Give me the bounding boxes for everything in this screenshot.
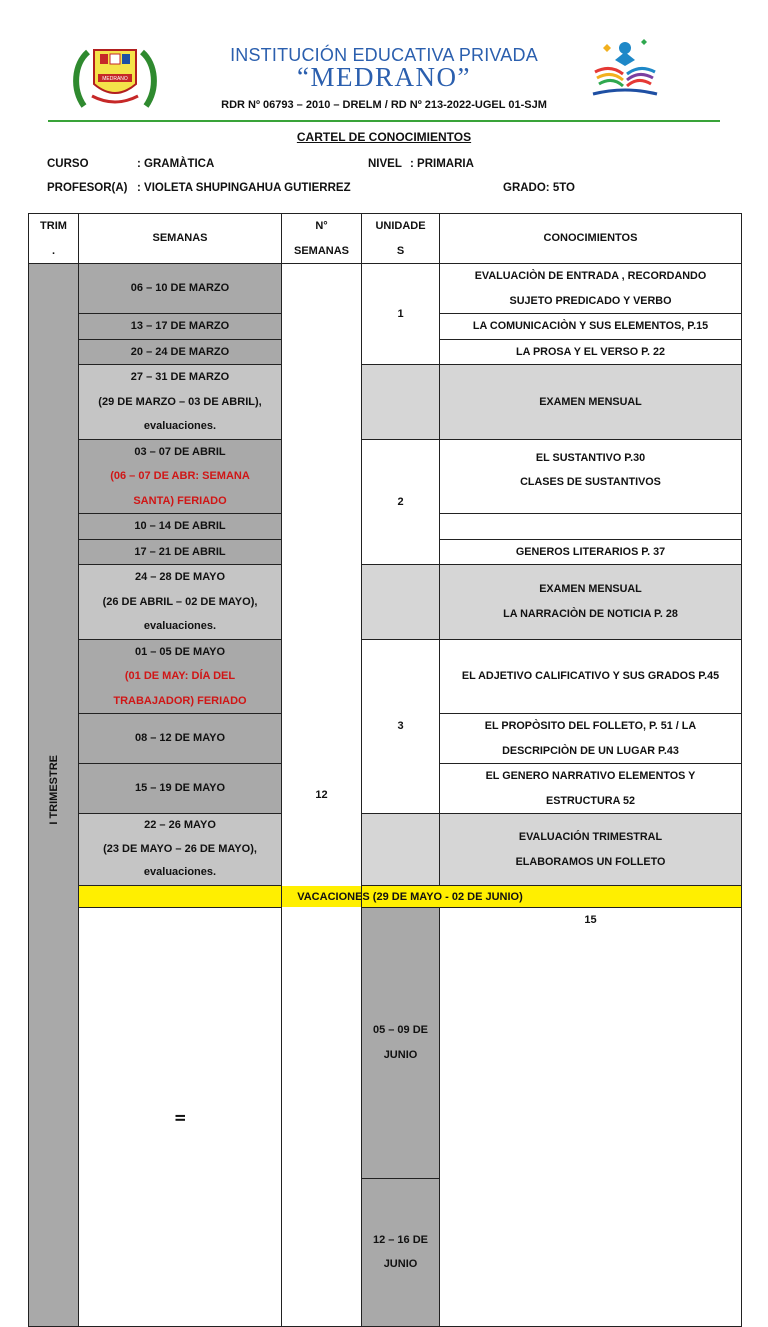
holiday-note: (01 DE MAY: DÍA DEL xyxy=(124,670,236,682)
week-cell: 12 – 16 DE JUNIO xyxy=(362,1178,440,1326)
week-cell xyxy=(79,439,282,514)
week-line: 03 – 07 DE ABRIL xyxy=(134,445,226,458)
trimestre-label: II xyxy=(172,1113,188,1122)
conocimiento-line: EL SUSTANTIVO P.30 xyxy=(535,451,646,464)
institution-resolution: RDR Nº 06793 – 2010 – DRELM / RD Nº 213-2022-UGEL 01-SJM xyxy=(221,99,547,111)
week-cell: 13 – 17 DE MARZO xyxy=(79,314,282,340)
school-crest-logo xyxy=(70,44,160,114)
week-line: (29 DE MARZO – 03 DE ABRIL), xyxy=(98,395,262,408)
conocimiento-line: SUJETO PREDICADO Y VERBO xyxy=(509,294,672,307)
conocimiento-line: DESCRIPCIÒN DE UN LUGAR P.43 xyxy=(502,744,679,757)
week-line: (23 DE MAYO – 26 DE MAYO), xyxy=(103,842,257,855)
week-cell: 15 – 19 DE MAYO xyxy=(79,764,282,814)
trimestre-label: I TRIMESTRE xyxy=(47,755,60,825)
conocimiento-line: ELABORAMOS UN FOLLETO xyxy=(515,855,666,868)
table-row xyxy=(29,814,742,886)
conocimiento-line: EVALUACIÓN TRIMESTRAL xyxy=(518,831,663,843)
week-cell xyxy=(79,639,282,714)
table-header-row xyxy=(29,214,742,264)
conocimiento-line: ESTRUCTURA 52 xyxy=(546,794,635,807)
week-cell xyxy=(79,814,282,886)
unidad-cell-empty xyxy=(362,365,440,440)
week-line: evaluaciones. xyxy=(143,866,217,879)
unidad-cell-empty xyxy=(362,565,440,640)
conocimiento-cell: EXAMEN MENSUAL xyxy=(440,365,742,440)
conocimiento-cell xyxy=(440,714,742,764)
header-trim xyxy=(29,214,79,264)
header-unidades-line1: UNIDADE xyxy=(375,220,426,232)
institution-type: INSTITUCIÓN EDUCATIVA PRIVADA xyxy=(230,45,538,65)
conocimiento-cell xyxy=(440,264,742,314)
week-cell xyxy=(79,365,282,440)
vacation-row xyxy=(29,886,742,908)
conocimiento-cell xyxy=(440,814,742,886)
unidad-cell-empty xyxy=(362,814,440,886)
conocimiento-cell xyxy=(440,439,742,514)
vacation-banner: VACACIONES (29 DE MAYO - 02 DE JUNIO) xyxy=(79,886,742,908)
conocimiento-cell-empty xyxy=(440,514,742,540)
conocimiento-line: EXAMEN MENSUAL xyxy=(539,583,642,596)
week-cell: 17 – 21 DE ABRIL xyxy=(79,539,282,565)
conocimiento-line: EL PROPÒSITO DEL FOLLETO, P. 51 / LA xyxy=(484,720,697,732)
table-row xyxy=(29,439,742,514)
trimestre-cell xyxy=(29,264,79,1327)
grado-value: GRADO: 5TO xyxy=(503,182,575,194)
conocimiento-cell: EL ADJETIVO CALIFICATIVO Y SUS GRADOS P.45 xyxy=(440,639,742,714)
week-cell xyxy=(79,565,282,640)
week-line: 22 – 26 MAYO xyxy=(144,819,216,832)
header-n-semanas xyxy=(282,214,362,264)
header-divider xyxy=(48,120,720,122)
week-line: 01 – 05 DE MAYO xyxy=(134,645,226,658)
institution-name: “MEDRANO” xyxy=(297,62,471,92)
knowledge-table xyxy=(28,213,742,1327)
header-trim-line1: TRIM xyxy=(40,220,67,232)
week-line: evaluaciones. xyxy=(143,420,217,432)
header-unidades xyxy=(362,214,440,264)
holiday-note: TRABAJADOR) FERIADO xyxy=(113,694,247,707)
profesor-label: PROFESOR(A) xyxy=(47,182,128,194)
education-book-logo xyxy=(585,30,665,120)
n-semanas-cell: 12 xyxy=(282,264,362,1327)
document-title: CARTEL DE CONOCIMIENTOS xyxy=(296,130,472,144)
table-row xyxy=(29,908,742,1179)
week-cell: 10 – 14 DE ABRIL xyxy=(79,514,282,540)
curso-label: CURSO xyxy=(47,158,89,170)
conocimiento-cell: GENEROS LITERARIOS P. 37 xyxy=(440,539,742,565)
header-trim-line2: . xyxy=(51,244,56,257)
crest-label: MEDRANO xyxy=(102,76,128,82)
trimestre-cell xyxy=(79,908,282,1327)
table-row xyxy=(29,639,742,714)
week-cell: 06 – 10 DE MARZO xyxy=(79,264,282,314)
header-semanas: SEMANAS xyxy=(79,214,282,264)
week-cell: 08 – 12 DE MAYO xyxy=(79,714,282,764)
conocimiento-line: EL GENERO NARRATIVO ELEMENTOS Y xyxy=(485,770,696,782)
unidad-cell: 1 xyxy=(362,264,440,365)
conocimiento-line: CLASES DE SUSTANTIVOS xyxy=(520,476,661,488)
header-conocimientos: CONOCIMIENTOS xyxy=(440,214,742,264)
n-semanas-cell: 15 xyxy=(440,908,742,1327)
unidad-cell: 2 xyxy=(362,439,440,565)
conocimiento-line: EVALUACIÒN DE ENTRADA , RECORDANDO xyxy=(474,270,707,282)
week-line: 24 – 28 DE MAYO xyxy=(134,571,226,583)
week-line: 27 – 31 DE MARZO xyxy=(130,371,230,383)
header-n-line2: SEMANAS xyxy=(293,244,349,257)
week-cell: 05 – 09 DE JUNIO xyxy=(362,908,440,1179)
unidad-cell: 3 xyxy=(362,639,440,814)
week-line: (26 DE ABRIL – 02 DE MAYO), xyxy=(102,595,258,608)
holiday-note: SANTA) FERIADO xyxy=(133,494,227,507)
profesor-value: : VIOLETA SHUPINGAHUA GUTIERREZ xyxy=(137,182,351,194)
week-cell: 20 – 24 DE MARZO xyxy=(79,339,282,365)
table-row xyxy=(29,365,742,440)
conocimiento-cell: LA COMUNICACIÒN Y SUS ELEMENTOS, P.15 xyxy=(440,314,742,340)
header-n-line1: N° xyxy=(315,220,328,232)
conocimiento-cell: LA PROSA Y EL VERSO P. 22 xyxy=(440,339,742,365)
week-line: evaluaciones. xyxy=(143,620,217,632)
holiday-note: (06 – 07 DE ABR: SEMANA xyxy=(110,470,250,482)
nivel-value: : PRIMARIA xyxy=(410,158,474,170)
conocimiento-cell xyxy=(440,565,742,640)
table-row xyxy=(29,264,742,314)
header-unidades-line2: S xyxy=(396,244,405,257)
conocimiento-line: LA NARRACIÒN DE NOTICIA P. 28 xyxy=(503,607,678,620)
curso-value: : GRAMÀTICA xyxy=(137,158,215,170)
conocimiento-cell xyxy=(440,764,742,814)
nivel-label: NIVEL xyxy=(368,158,402,170)
table-row xyxy=(29,565,742,640)
